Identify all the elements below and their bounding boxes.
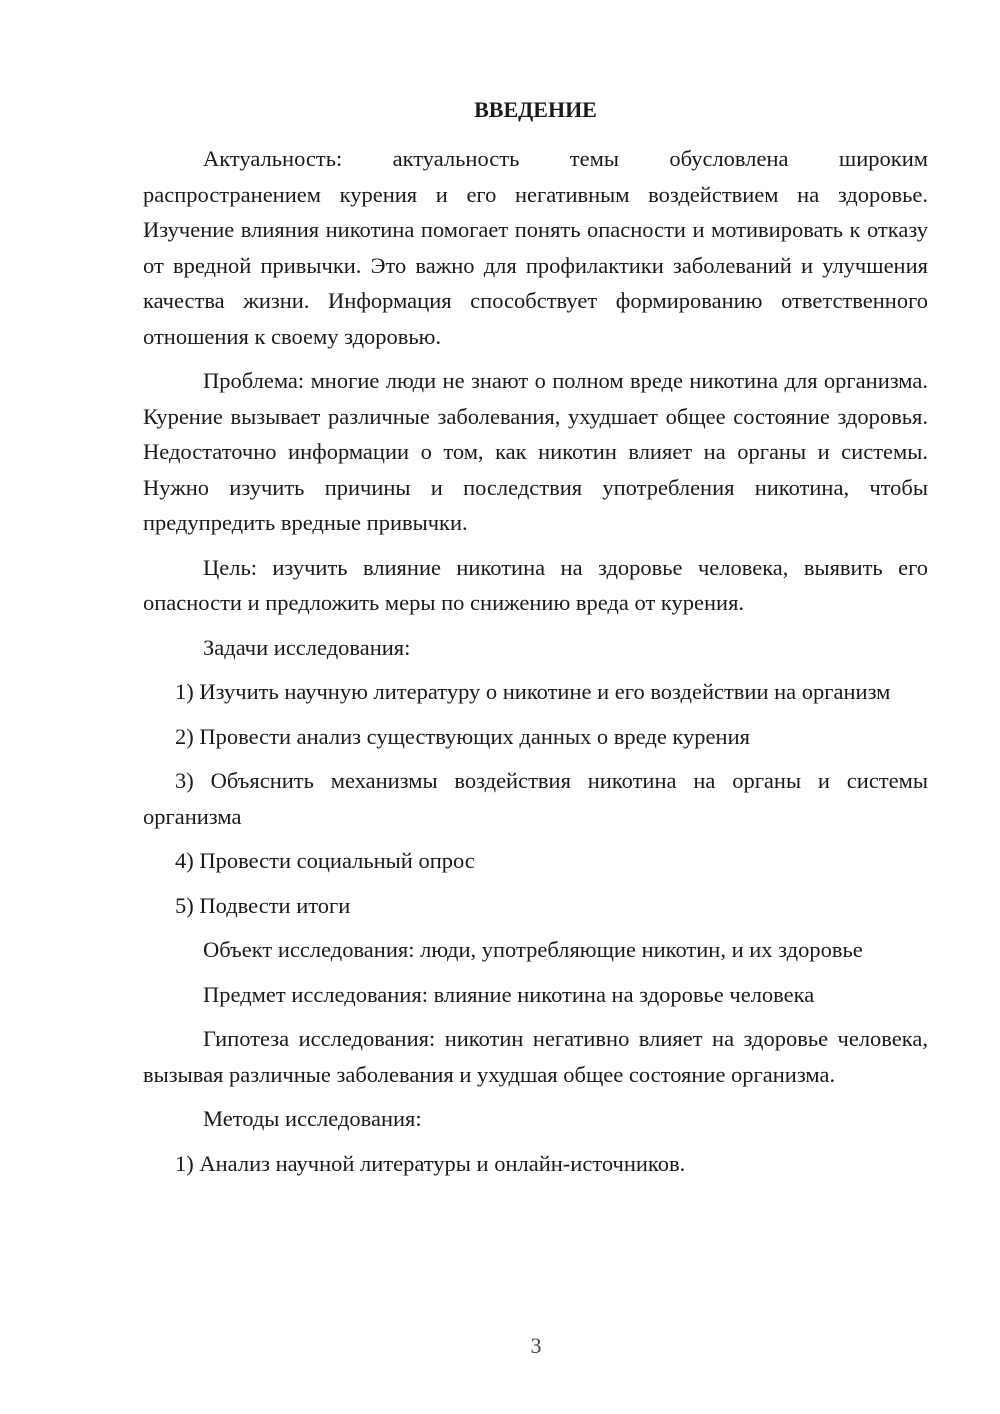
task-item: 3) Объяснить механизмы воздействия никотина на органы и системы организма xyxy=(143,768,928,829)
method-item: 1) Анализ научной литературы и онлайн-источников. xyxy=(175,1150,686,1176)
document-page xyxy=(143,92,928,1181)
hypothesis-paragraph: Гипотеза исследования: никотин негативно влияет на здоровье человека, вызывая различные заболевания и ухудшая общее состояние организма. xyxy=(143,1026,928,1087)
goal-paragraph: Цель: изучить влияние никотина на здоровье человека, выявить его опасности и предложить меры по снижению вреда от курения. xyxy=(143,554,928,615)
task-item: 2) Провести анализ существующих данных о вреде курения xyxy=(175,723,750,749)
problem-paragraph: Проблема: многие люди не знают о полном вреде никотина для организма. Курение вызывает различные заболевания, ухудшает общее состояние здоровья. Недостаточно информации о том, как никотин влияет на органы и системы. Нужно изучить причины и последствия употребления никотина, чтобы предупредить вредные привычки. xyxy=(143,368,928,535)
subject-paragraph: Предмет исследования: влияние никотина на здоровье человека xyxy=(203,981,815,1007)
object-paragraph: Объект исследования: люди, употребляющие никотин, и их здоровье xyxy=(203,937,863,962)
relevance-paragraph: Актуальность: актуальность темы обусловлена широким распространением курения и его негативным воздействием на здоровье. Изучение влияния никотина помогает понять опасности и мотивировать к отказу от вредной привычки. Это важно для профилактики заболеваний и улучшения качества жизни. Информация способствует формированию ответственного отношения к своему здоровью. xyxy=(143,146,928,349)
task-item: 5) Подвести итоги xyxy=(175,892,351,918)
task-item: 4) Провести социальный опрос xyxy=(175,848,475,873)
methods-heading: Методы исследования: xyxy=(203,1106,422,1131)
section-title: ВВЕДЕНИЕ xyxy=(474,97,597,122)
page-number: 3 xyxy=(530,1333,542,1358)
tasks-heading: Задачи исследования: xyxy=(203,634,411,660)
task-item: 1) Изучить научную литературу о никотине и его воздействии на организм xyxy=(175,679,891,704)
